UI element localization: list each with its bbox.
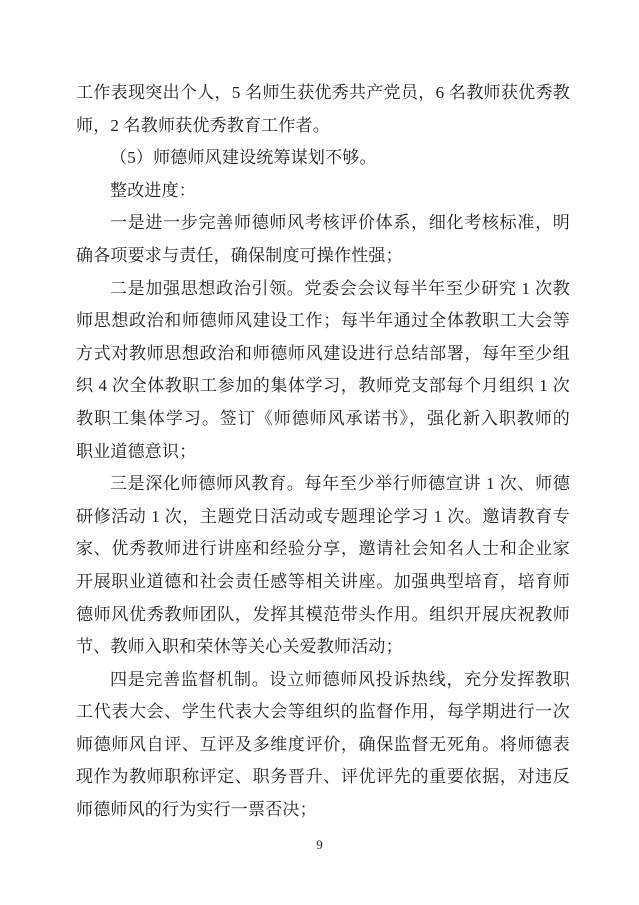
text-line: 现作为教师职称评定、职务晋升、评优评先的重要依据，对违反 bbox=[76, 767, 570, 787]
text-line: 一是进一步完善师德师风考核评价体系，细化考核标准，明 bbox=[110, 213, 570, 233]
text-line: 节、教师入职和荣休等关心关爱教师活动； bbox=[76, 637, 403, 657]
text-line: 确各项要求与责任，确保制度可操作性强； bbox=[76, 245, 403, 265]
text-line: 开展职业道德和社会责任感等相关讲座。加强典型培育，培育师 bbox=[76, 571, 570, 591]
text-line: 三是深化师德师风教育。每年至少举行师德宣讲 1 次、师德 bbox=[110, 474, 570, 494]
text-line: 二是加强思想政治引领。党委会会议每半年至少研究 1 次教 bbox=[110, 278, 570, 298]
text-line: 师思想政治和师德师风建设工作；每半年通过全体教职工大会等 bbox=[76, 311, 570, 331]
text-line: 工代表大会、学生代表大会等组织的监督作用，每学期进行一次 bbox=[76, 702, 570, 722]
text-line: 教职工集体学习。签订《师德师风承诺书》，强化新入职教师的 bbox=[76, 408, 570, 428]
text-line: 师德师风的行为实行一票否决； bbox=[76, 800, 317, 820]
text-line: （5）师德师风建设统筹谋划不够。 bbox=[110, 148, 377, 168]
text-line: 方式对教师思想政治和师德师风建设进行总结部署，每年至少组 bbox=[76, 343, 570, 363]
text-line: 织 4 次全体教职工参加的集体学习，教师党支部每个月组织 1 次 bbox=[76, 376, 570, 396]
text-line: 整改进度： bbox=[110, 180, 196, 200]
document-body bbox=[76, 77, 570, 827]
text-line: 师，2 名教师获优秀教育工作者。 bbox=[76, 115, 330, 135]
text-line: 四是完善监督机制。设立师德师风投诉热线，充分发挥教职 bbox=[110, 669, 570, 689]
page-number: 9 bbox=[316, 837, 323, 852]
text-line: 师德师风自评、互评及多维度评价，确保监督无死角。将师德表 bbox=[76, 734, 570, 754]
text-line: 工作表现突出个人，5 名师生获优秀共产党员，6 名教师获优秀教 bbox=[76, 83, 570, 102]
text-line: 家、优秀教师进行讲座和经验分享，邀请社会知名人士和企业家 bbox=[76, 539, 570, 559]
text-line: 德师风优秀教师团队，发挥其模范带头作用。组织开展庆祝教师 bbox=[76, 604, 570, 624]
text-line: 职业道德意识； bbox=[76, 441, 197, 461]
text-line: 研修活动 1 次，主题党日活动或专题理论学习 1 次。邀请教育专 bbox=[76, 506, 570, 526]
